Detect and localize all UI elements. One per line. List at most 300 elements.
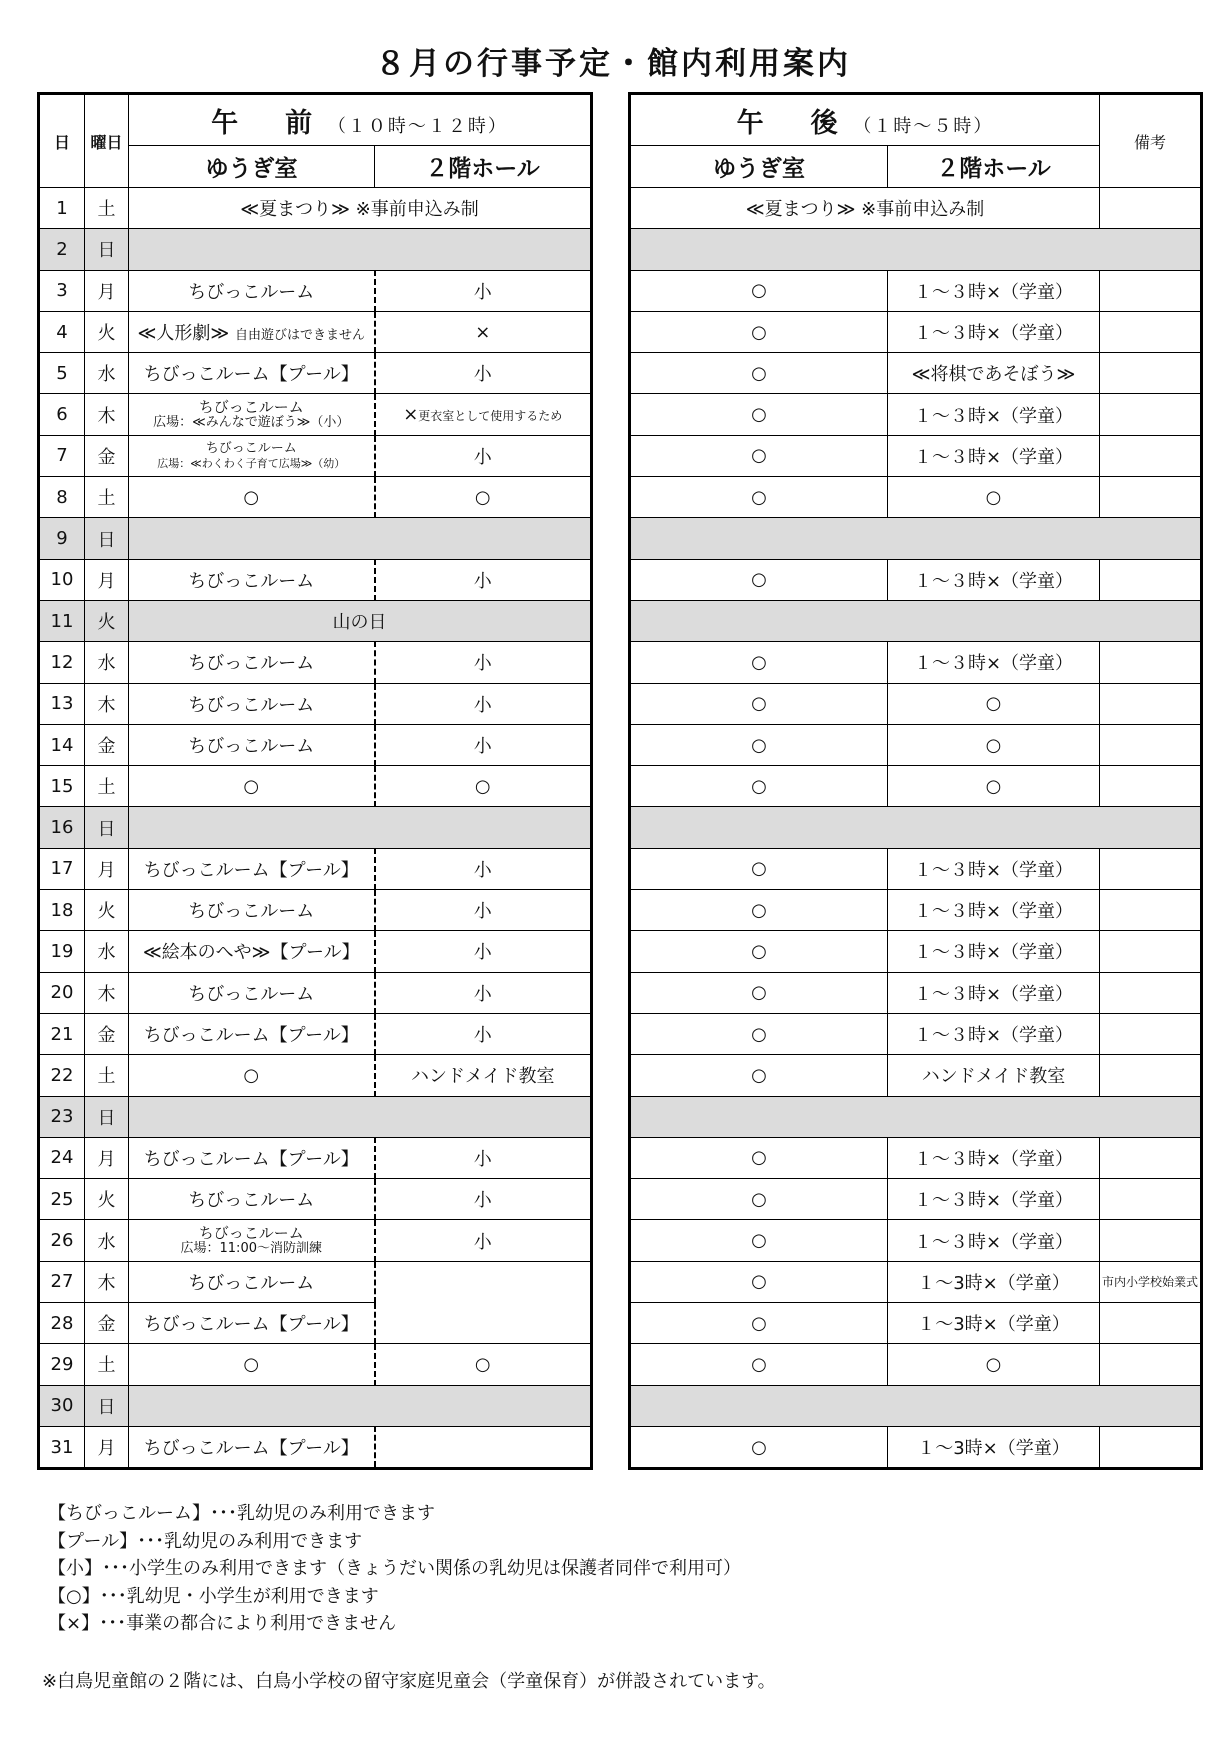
table-row: [39, 1137, 592, 1178]
am-playroom-cell: [129, 559, 375, 600]
pm-hall-cell: １～３時×（学童）: [888, 270, 1100, 311]
day-cell: 8: [39, 477, 85, 518]
am-hall-cell: [375, 1261, 592, 1344]
notes-cell: [1100, 1220, 1202, 1261]
notes-cell: [1100, 931, 1202, 972]
am-hall-text: ×: [403, 404, 419, 426]
day-cell: 27: [39, 1261, 85, 1302]
table-row: [39, 1013, 592, 1054]
day-cell: 19: [39, 931, 85, 972]
notes-cell: 市内小学校始業式: [1100, 1261, 1202, 1302]
am-hall-cell: [375, 1426, 592, 1468]
table-row: [630, 188, 1202, 229]
am-hall-text: ○: [474, 486, 491, 508]
am-closed-cell: 山の日: [129, 600, 592, 641]
day-cell: 29: [39, 1344, 85, 1385]
table-row: [630, 1096, 1202, 1137]
day-cell: 14: [39, 724, 85, 765]
weekday-cell: 木: [85, 683, 129, 724]
table-row: [630, 435, 1202, 476]
am-hall-cell: [375, 1055, 592, 1096]
weekday-cell: 水: [85, 931, 129, 972]
pm-playroom-cell: ○: [630, 1055, 888, 1096]
pm-playroom-cell: ○: [630, 394, 888, 435]
table-row: [630, 807, 1202, 848]
notes-cell: [1100, 270, 1202, 311]
pm-hall-cell: １～３時×（学童）: [888, 848, 1100, 889]
am-hall-text: 小: [473, 694, 492, 716]
pm-playroom-cell: ○: [630, 559, 888, 600]
am-playroom-text: ちびっこルーム: [188, 281, 315, 303]
legend-item: 【○】･･･乳幼児・小学生が利用できます: [48, 1585, 379, 1607]
am-hall-text: 小: [473, 1148, 492, 1170]
pm-playroom-header: ゆうぎ室: [630, 146, 888, 188]
am-playroom-note: 自由遊びはできません: [234, 328, 365, 344]
legend-item: 【小】･･･小学生のみ利用できます（きょうだい関係の乳幼児は保護者同伴で利用可）: [48, 1558, 741, 1579]
day-cell: 4: [39, 311, 85, 352]
weekday-cell: 木: [85, 1261, 129, 1302]
pm-playroom-cell: ○: [630, 724, 888, 765]
pm-playroom-cell: ○: [630, 972, 888, 1013]
am-playroom-cell: [129, 1426, 375, 1468]
table-row: [39, 435, 592, 476]
day-cell: 15: [39, 766, 85, 807]
pm-hall-cell: １～３時×（学童）: [888, 1220, 1100, 1261]
am-playroom-text: ちびっこルーム【プール】: [143, 1438, 359, 1460]
weekday-cell: 月: [85, 559, 129, 600]
table-row: [630, 890, 1202, 931]
pm-hall-cell: ≪将棋であそぼう≫: [888, 353, 1100, 394]
notes-cell: [1100, 559, 1202, 600]
table-row: [630, 311, 1202, 352]
weekday-cell: 火: [85, 1179, 129, 1220]
notes-cell: [1100, 353, 1202, 394]
table-row: [630, 1426, 1202, 1468]
table-row: [630, 766, 1202, 807]
am-playroom-cell: [129, 1303, 375, 1344]
page-title: ８月の行事予定・館内利用案内: [375, 46, 851, 82]
am-playroom-text: ○: [243, 1064, 260, 1086]
weekday-cell: 水: [85, 353, 129, 394]
table-row: [630, 1261, 1202, 1302]
am-playroom-cell: [129, 1344, 375, 1385]
day-cell: 17: [39, 848, 85, 889]
day-cell: 21: [39, 1013, 85, 1054]
table-row: [630, 1013, 1202, 1054]
table-row: [630, 683, 1202, 724]
table-row: [630, 270, 1202, 311]
am-playroom-text: ≪人形劇≫: [137, 323, 230, 345]
table-row: [39, 311, 592, 352]
pm-closed-cell: [630, 1096, 1202, 1137]
am-hall-cell: [375, 890, 592, 931]
am-playroom-cell: [129, 394, 375, 435]
pm-playroom-cell: ○: [630, 890, 888, 931]
weekday-cell: 土: [85, 1344, 129, 1385]
table-row: [39, 600, 592, 641]
pm-playroom-cell: ○: [630, 1261, 888, 1302]
day-cell: 20: [39, 972, 85, 1013]
pm-hall-cell: １～３時×（学童）: [888, 1137, 1100, 1178]
pm-playroom-cell: ○: [630, 1220, 888, 1261]
afternoon-time: （１時～５時）: [853, 115, 994, 137]
afternoon-schedule-table: [628, 92, 1203, 1470]
pm-hall-cell: １～３時×（学童）: [888, 435, 1100, 476]
table-row: [39, 270, 592, 311]
notes-header: 備考: [1100, 94, 1202, 188]
pm-hall-cell: １～3時×（学童）: [888, 1303, 1100, 1344]
am-hall-cell: [375, 353, 592, 394]
weekday-cell: 火: [85, 311, 129, 352]
am-playroom-main: ちびっこルーム: [198, 397, 304, 416]
table-row: [630, 848, 1202, 889]
am-hall-text: 小: [473, 859, 492, 881]
day-cell: 18: [39, 890, 85, 931]
notes-cell: [1100, 435, 1202, 476]
pm-playroom-cell: ○: [630, 848, 888, 889]
am-playroom-text: ちびっこルーム【プール】: [143, 1025, 359, 1047]
am-playroom-text: ちびっこルーム【プール】: [143, 1148, 359, 1170]
table-row: [39, 848, 592, 889]
weekday-cell: 火: [85, 600, 129, 641]
am-playroom-text: ちびっこルーム【プール】: [143, 364, 359, 386]
weekday-cell: 水: [85, 642, 129, 683]
weekday-cell: 土: [85, 477, 129, 518]
notes-cell: [1100, 890, 1202, 931]
table-row: [39, 353, 592, 394]
table-row: [630, 229, 1202, 270]
am-hall-cell: [375, 270, 592, 311]
pm-playroom-cell: ○: [630, 435, 888, 476]
am-hall-cell: [375, 848, 592, 889]
weekday-cell: 日: [85, 229, 129, 270]
day-header: 日: [39, 94, 85, 188]
am-playroom-text: ちびっこルーム: [188, 694, 315, 716]
notes-cell: [1100, 1137, 1202, 1178]
morning-time: （１０時～１２時）: [327, 115, 508, 137]
am-playroom-text: ○: [243, 775, 260, 797]
weekday-cell: 金: [85, 435, 129, 476]
pm-playroom-cell: ○: [630, 477, 888, 518]
morning-label: 午 前: [211, 107, 323, 139]
weekday-cell: 火: [85, 890, 129, 931]
table-row: [630, 600, 1202, 641]
am-hall-cell: [375, 683, 592, 724]
weekday-cell: 金: [85, 724, 129, 765]
weekday-cell: 月: [85, 1426, 129, 1468]
am-closed-cell: [129, 518, 592, 559]
table-row: [39, 1179, 592, 1220]
am-hall-text: 小: [473, 281, 492, 303]
am-playroom-cell: [129, 477, 375, 518]
am-playroom-text: ちびっこルーム: [188, 901, 315, 923]
am-playroom-text: ≪絵本のへや≫【プール】: [142, 942, 360, 964]
pm-hall-cell: ○: [888, 766, 1100, 807]
pm-closed-cell: [630, 807, 1202, 848]
table-row: [630, 394, 1202, 435]
table-row: [39, 683, 592, 724]
day-cell: 16: [39, 807, 85, 848]
am-playroom-cell: [129, 972, 375, 1013]
am-hall-cell: [375, 311, 592, 352]
am-hall-cell: [375, 931, 592, 972]
day-cell: 23: [39, 1096, 85, 1137]
table-row: [39, 1385, 592, 1426]
notes-cell: [1100, 972, 1202, 1013]
notes-cell: [1100, 1426, 1202, 1468]
am-playroom-cell: [129, 724, 375, 765]
pm-hall-cell: １～3時×（学童）: [888, 1426, 1100, 1468]
pm-playroom-cell: ○: [630, 1303, 888, 1344]
pm-playroom-cell: ○: [630, 270, 888, 311]
pm-closed-cell: [630, 1385, 1202, 1426]
table-row: [39, 1344, 592, 1385]
pm-event-cell: ≪夏まつり≫ ※事前申込み制: [630, 188, 1100, 229]
weekday-cell: 金: [85, 1013, 129, 1054]
table-row: [630, 1055, 1202, 1096]
am-playroom-sub: 広場：≪わくわく子育て広場≫（幼）: [157, 456, 346, 470]
notes-cell: [1100, 311, 1202, 352]
table-row: [630, 972, 1202, 1013]
pm-hall-cell: １～３時×（学童）: [888, 1179, 1100, 1220]
am-hall-cell: [375, 642, 592, 683]
am-closed-cell: [129, 1385, 592, 1426]
pm-hall-cell: １～３時×（学童）: [888, 972, 1100, 1013]
am-playroom-cell: [129, 766, 375, 807]
am-playroom-text: ちびっこルーム: [188, 653, 315, 675]
am-hall-cell: [375, 766, 592, 807]
pm-closed-cell: [630, 600, 1202, 641]
am-hall-cell: [375, 435, 592, 476]
pm-hall-cell: ○: [888, 1344, 1100, 1385]
day-cell: 30: [39, 1385, 85, 1426]
am-playroom-cell: [129, 270, 375, 311]
notes-cell: [1100, 477, 1202, 518]
day-cell: 5: [39, 353, 85, 394]
am-playroom-main: ちびっこルーム: [198, 1223, 304, 1242]
day-cell: 6: [39, 394, 85, 435]
am-hall-text: ○: [474, 1353, 491, 1375]
weekday-cell: 日: [85, 807, 129, 848]
weekday-cell: 月: [85, 270, 129, 311]
am-hall-cell: [375, 1344, 592, 1385]
am-hall-text: 小: [473, 446, 492, 468]
am-hall-cell: [375, 1137, 592, 1178]
legend-item: 【×】･･･事業の都合により利用できません: [48, 1613, 397, 1634]
day-cell: 3: [39, 270, 85, 311]
pm-closed-cell: [630, 229, 1202, 270]
am-playroom-text: ○: [243, 486, 260, 508]
am-hall-text: 小: [473, 1190, 492, 1212]
am-hall-cell: [375, 1013, 592, 1054]
morning-header: [129, 94, 592, 146]
table-row: [39, 1055, 592, 1096]
table-row: [630, 518, 1202, 559]
pm-playroom-cell: ○: [630, 311, 888, 352]
table-row: [39, 890, 592, 931]
am-hall-text: 小: [473, 901, 492, 923]
legend: [48, 1500, 741, 1638]
weekday-cell: 木: [85, 972, 129, 1013]
am-playroom-text: ちびっこルーム: [188, 1190, 315, 1212]
am-hall-text: 小: [473, 983, 492, 1005]
notes-cell: [1100, 1013, 1202, 1054]
pm-playroom-cell: ○: [630, 1179, 888, 1220]
pm-hall-cell: １～３時×（学童）: [888, 1013, 1100, 1054]
table-row: [39, 931, 592, 972]
notes-cell: [1100, 1303, 1202, 1344]
am-playroom-cell: [129, 1261, 375, 1302]
am-closed-cell: [129, 807, 592, 848]
notes-cell: [1100, 642, 1202, 683]
table-row: [630, 353, 1202, 394]
table-row: [630, 1344, 1202, 1385]
table-row: [39, 477, 592, 518]
am-closed-cell: [129, 229, 592, 270]
am-hall-header: ２階ホール: [375, 146, 592, 188]
legend-item: 【プール】･･･乳幼児のみ利用できます: [48, 1530, 363, 1552]
table-row: [39, 559, 592, 600]
pm-hall-cell: １～３時×（学童）: [888, 890, 1100, 931]
am-playroom-cell: [129, 1013, 375, 1054]
am-hall-text: ○: [474, 775, 491, 797]
weekday-cell: 金: [85, 1303, 129, 1344]
am-playroom-text: ちびっこルーム: [188, 983, 315, 1005]
am-hall-text: 小: [473, 570, 492, 592]
morning-schedule-table: [37, 92, 593, 1470]
am-playroom-cell: [129, 848, 375, 889]
table-row: [630, 724, 1202, 765]
table-row: [39, 229, 592, 270]
table-row: [630, 931, 1202, 972]
day-cell: 2: [39, 229, 85, 270]
pm-playroom-cell: ○: [630, 1013, 888, 1054]
weekday-cell: 水: [85, 1220, 129, 1261]
table-row: [39, 972, 592, 1013]
weekday-cell: 月: [85, 848, 129, 889]
table-row: [39, 724, 592, 765]
am-closed-cell: [129, 1096, 592, 1137]
day-cell: 31: [39, 1426, 85, 1468]
notes-cell: [1100, 683, 1202, 724]
weekday-header: 曜日: [85, 94, 129, 188]
am-playroom-text: ちびっこルーム: [188, 570, 315, 592]
am-hall-text: 小: [473, 1231, 492, 1253]
table-row: [630, 1303, 1202, 1344]
day-cell: 28: [39, 1303, 85, 1344]
pm-playroom-cell: ○: [630, 766, 888, 807]
am-playroom-text: ちびっこルーム: [188, 1272, 315, 1294]
am-playroom-cell: [129, 311, 375, 352]
day-cell: 12: [39, 642, 85, 683]
notes-cell: [1100, 724, 1202, 765]
am-hall-cell: [375, 1179, 592, 1220]
am-playroom-cell: [129, 890, 375, 931]
weekday-cell: 土: [85, 766, 129, 807]
pm-hall-cell: １～３時×（学童）: [888, 931, 1100, 972]
footnote: ※白鳥児童館の２階には、白鳥小学校の留守家庭児童会（学童保育）が併設されています。: [42, 1671, 776, 1692]
pm-closed-cell: [630, 518, 1202, 559]
table-row: [39, 1096, 592, 1137]
notes-cell: [1100, 848, 1202, 889]
table-row: [630, 1385, 1202, 1426]
table-row: [39, 518, 592, 559]
am-hall-text: 小: [473, 1025, 492, 1047]
table-row: [39, 1261, 592, 1302]
table-row: [630, 1179, 1202, 1220]
afternoon-label: 午 後: [736, 107, 848, 139]
pm-playroom-cell: ○: [630, 1344, 888, 1385]
table-row: [630, 477, 1202, 518]
table-row: [630, 559, 1202, 600]
am-playroom-cell: [129, 642, 375, 683]
day-cell: 10: [39, 559, 85, 600]
am-playroom-cell: [129, 931, 375, 972]
pm-hall-cell: １～３時×（学童）: [888, 642, 1100, 683]
table-row: [630, 1220, 1202, 1261]
am-hall-text: 小: [473, 364, 492, 386]
table-row: [39, 642, 592, 683]
pm-hall-header: ２階ホール: [888, 146, 1100, 188]
pm-hall-cell: １～3時×（学童）: [888, 1261, 1100, 1302]
weekday-cell: 土: [85, 1055, 129, 1096]
am-playroom-cell: [129, 1179, 375, 1220]
pm-hall-cell: １～３時×（学童）: [888, 311, 1100, 352]
table-row: [39, 766, 592, 807]
am-playroom-cell: [129, 1220, 375, 1261]
pm-playroom-cell: ○: [630, 642, 888, 683]
day-cell: 24: [39, 1137, 85, 1178]
day-cell: 26: [39, 1220, 85, 1261]
am-hall-cell: [375, 724, 592, 765]
day-cell: 7: [39, 435, 85, 476]
am-playroom-text: ちびっこルーム【プール】: [143, 859, 359, 881]
notes-cell: [1100, 188, 1202, 229]
pm-playroom-cell: ○: [630, 353, 888, 394]
pm-playroom-cell: ○: [630, 683, 888, 724]
table-row: [39, 1220, 592, 1261]
notes-cell: [1100, 394, 1202, 435]
am-playroom-main: ちびっこルーム: [205, 440, 297, 456]
am-hall-cell: [375, 477, 592, 518]
am-playroom-cell: [129, 683, 375, 724]
pm-hall-cell: ○: [888, 724, 1100, 765]
am-playroom-cell: [129, 435, 375, 476]
pm-hall-cell: １～３時×（学童）: [888, 394, 1100, 435]
am-hall-cell: [375, 394, 592, 435]
table-row: [39, 394, 592, 435]
afternoon-header: [630, 94, 1100, 146]
day-cell: 11: [39, 600, 85, 641]
weekday-cell: 木: [85, 394, 129, 435]
notes-cell: [1100, 1344, 1202, 1385]
notes-cell: [1100, 1179, 1202, 1220]
am-playroom-text: ちびっこルーム【プール】: [143, 1314, 359, 1336]
am-hall-text: ハンドメイド教室: [411, 1066, 555, 1088]
table-row: [630, 642, 1202, 683]
am-playroom-text: ちびっこルーム: [188, 736, 315, 757]
am-hall-text: 小: [473, 736, 492, 757]
table-row: [630, 1137, 1202, 1178]
am-playroom-sub: 広場：11:00～消防訓練: [180, 1240, 322, 1256]
weekday-cell: 日: [85, 1385, 129, 1426]
am-hall-cell: [375, 559, 592, 600]
pm-hall-cell: １～３時×（学童）: [888, 559, 1100, 600]
weekday-cell: 土: [85, 188, 129, 229]
am-playroom-sub: 広場：≪みんなで遊ぼう≫（小）: [153, 414, 350, 430]
am-event-cell: ≪夏まつり≫ ※事前申込み制: [129, 188, 592, 229]
am-playroom-cell: [129, 1137, 375, 1178]
